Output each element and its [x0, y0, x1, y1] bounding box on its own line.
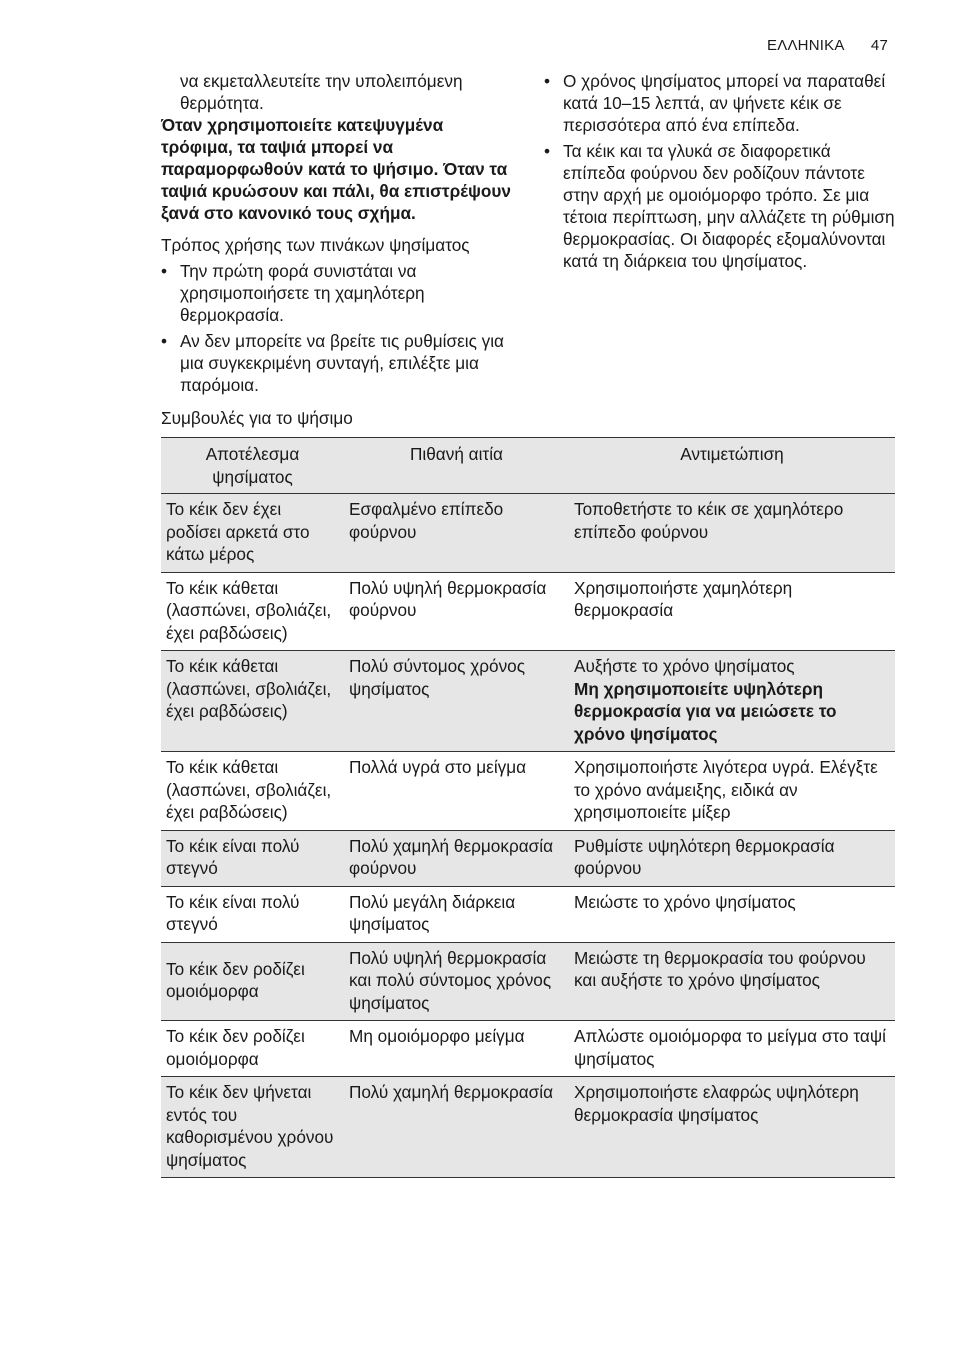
table-header-row	[161, 438, 895, 494]
cause-cell: Πολύ σύντομος χρόνος ψησίματος	[349, 656, 526, 699]
remedy-text: Χρησιμοποιήστε λιγότερα υγρά. Ελέγξτε το χρόνο ανάμειξης, ειδικά αν χρησιμοποιείτε μίξερ	[574, 757, 878, 822]
remedy-text: Απλώστε ομοιόμορφα το μείγμα στο ταψί ψησίματος	[574, 1026, 886, 1069]
cause-cell: Μη ομοιόμορφο μείγμα	[349, 1026, 525, 1046]
continuation-text: να εκμεταλλευτείτε την υπολειπόμενη θερμότητα.	[180, 71, 463, 113]
remedy-warning-note: Μη χρησιμοποιείτε υψηλότερη θερμοκρασία για να μειώσετε το χρόνο ψησίματος	[574, 678, 837, 744]
bullet-icon: •	[161, 331, 168, 351]
cause-cell: Πολύ μεγάλη διάρκεια ψησίματος	[349, 891, 516, 934]
table-row	[161, 494, 895, 573]
remedy-text: Μειώστε τη θερμοκρασία του φούρνου και αυξήστε το χρόνο ψησίματος	[574, 947, 866, 990]
cause-cell: Πολύ χαμηλή θερμοκρασία φούρνου	[349, 835, 554, 878]
remedy-cell	[569, 494, 895, 573]
table-row	[161, 942, 895, 1021]
result-cell: Το κέικ κάθεται (λασπώνει, σβολιάζει, έχει ραβδώσεις)	[166, 577, 332, 643]
baking-tips-table	[161, 437, 895, 1178]
bullet-icon: •	[544, 141, 551, 161]
list-item: • Τα κέικ και τα γλυκά σε διαφορετικά επίπεδα φούρνου δεν ροδίζουν πάντοτε στην αρχή με ομοιόμορφο τρόπο. Σε μια τέτοια περίπτωση, μην αλλάζετε τη ρύθμιση θερμοκρασίας. Οι διαφορές εξομαλύνονται κατά τη διάρκεια του ψησίματος.	[544, 141, 895, 271]
remedy-cell	[569, 651, 895, 752]
table-row	[161, 572, 895, 651]
column-header-result: Αποτέλεσμα ψησίματος	[205, 444, 300, 487]
table-row	[161, 886, 895, 942]
right-bullet-list	[544, 70, 896, 272]
cause-cell: Πολύ υψηλή θερμοκρασία και πολύ σύντομος χρόνος ψησίματος	[349, 947, 552, 1013]
list-item: • Ο χρόνος ψησίματος μπορεί να παραταθεί κατά 10–15 λεπτά, αν ψήνετε κέικ σε περισσότερα από ένα επίπεδα.	[544, 71, 886, 135]
remedy-text: Χρησιμοποιήστε ελαφρώς υψηλότερη θερμοκρασία ψησίματος	[574, 1082, 859, 1125]
result-cell: Το κέικ κάθεται (λασπώνει, σβολιάζει, έχει ραβδώσεις)	[166, 757, 332, 822]
page-number: 47	[870, 37, 888, 54]
result-cell: Το κέικ είναι πολύ στεγνό	[166, 835, 300, 878]
list-item: • Αν δεν μπορείτε να βρείτε τις ρυθμίσεις για μια συγκεκριμένη συνταγή, επιλέξτε μια παρόμοια.	[161, 331, 504, 395]
remedy-cell	[569, 1021, 895, 1077]
remedy-text: Ρυθμίστε υψηλότερη θερμοκρασία φούρνου	[574, 835, 835, 878]
cause-cell: Εσφαλμένο επίπεδο φούρνου	[349, 499, 504, 542]
remedy-text: Αυξήστε το χρόνο ψησίματος	[574, 656, 795, 676]
baking-tables-heading: Τρόπος χρήσης των πινάκων ψησίματος	[161, 235, 470, 255]
remedy-cell	[569, 886, 895, 942]
remedy-cell	[569, 942, 895, 1021]
table-row	[161, 651, 895, 752]
table-row	[161, 1077, 895, 1178]
result-cell: Το κέικ κάθεται (λασπώνει, σβολιάζει, έχει ραβδώσεις)	[166, 656, 332, 721]
result-cell: Το κέικ δεν ψήνεται εντός του καθορισμένου χρόνου ψησίματος	[166, 1082, 334, 1170]
table-row	[161, 752, 895, 831]
remedy-cell	[569, 830, 895, 886]
tips-section-title: Συμβουλές για το ψήσιμο	[161, 408, 353, 428]
column-header-cause: Πιθανή αιτία	[410, 444, 503, 464]
frozen-food-warning: Όταν χρησιμοποιείτε κατεψυγμένα τρόφιμα, τα ταψιά μπορεί να παραμορφωθούν κατά το ψήσιμο. Όταν τα ταψιά κρυώσουν και πάλι, θα επιστρέψουν ξανά στο κανονικό τους σχήμα.	[161, 115, 511, 223]
baking-tables-bullet-list	[161, 260, 513, 396]
page-header	[767, 37, 888, 54]
table-row	[161, 830, 895, 886]
remedy-text: Μειώστε το χρόνο ψησίματος	[574, 891, 796, 912]
list-item: • Την πρώτη φορά συνιστάται να χρησιμοποιήσετε τη χαμηλότερη θερμοκρασία.	[161, 261, 425, 325]
column-header-remedy: Αντιμετώπιση	[680, 444, 784, 464]
result-cell: Το κέικ είναι πολύ στεγνό	[166, 891, 300, 934]
remedy-text: Χρησιμοποιήστε χαμηλότερη θερμοκρασία	[574, 577, 793, 620]
cause-cell: Πολύ χαμηλή θερμοκρασία	[349, 1082, 554, 1102]
bullet-icon: •	[544, 71, 551, 91]
right-column	[544, 70, 896, 276]
table-row	[161, 1021, 895, 1077]
remedy-cell	[569, 572, 895, 651]
bullet-icon: •	[161, 261, 168, 281]
result-cell: Το κέικ δεν έχει ροδίσει αρκετά στο κάτω μέρος	[166, 499, 310, 564]
language-label: ΕΛΛΗΝΙΚΑ	[767, 37, 845, 54]
cause-cell: Πολλά υγρά στο μείγμα	[349, 757, 527, 777]
remedy-cell	[569, 752, 895, 831]
cause-cell: Πολύ υψηλή θερμοκρασία φούρνου	[349, 577, 547, 620]
result-cell: Το κέικ δεν ροδίζει ομοιόμορφα	[166, 1026, 305, 1069]
result-cell: Το κέικ δεν ροδίζει ομοιόμορφα	[166, 958, 305, 1002]
remedy-text: Τοποθετήστε το κέικ σε χαμηλότερο επίπεδο φούρνου	[574, 499, 844, 542]
remedy-cell	[569, 1077, 895, 1178]
left-column	[161, 70, 513, 400]
